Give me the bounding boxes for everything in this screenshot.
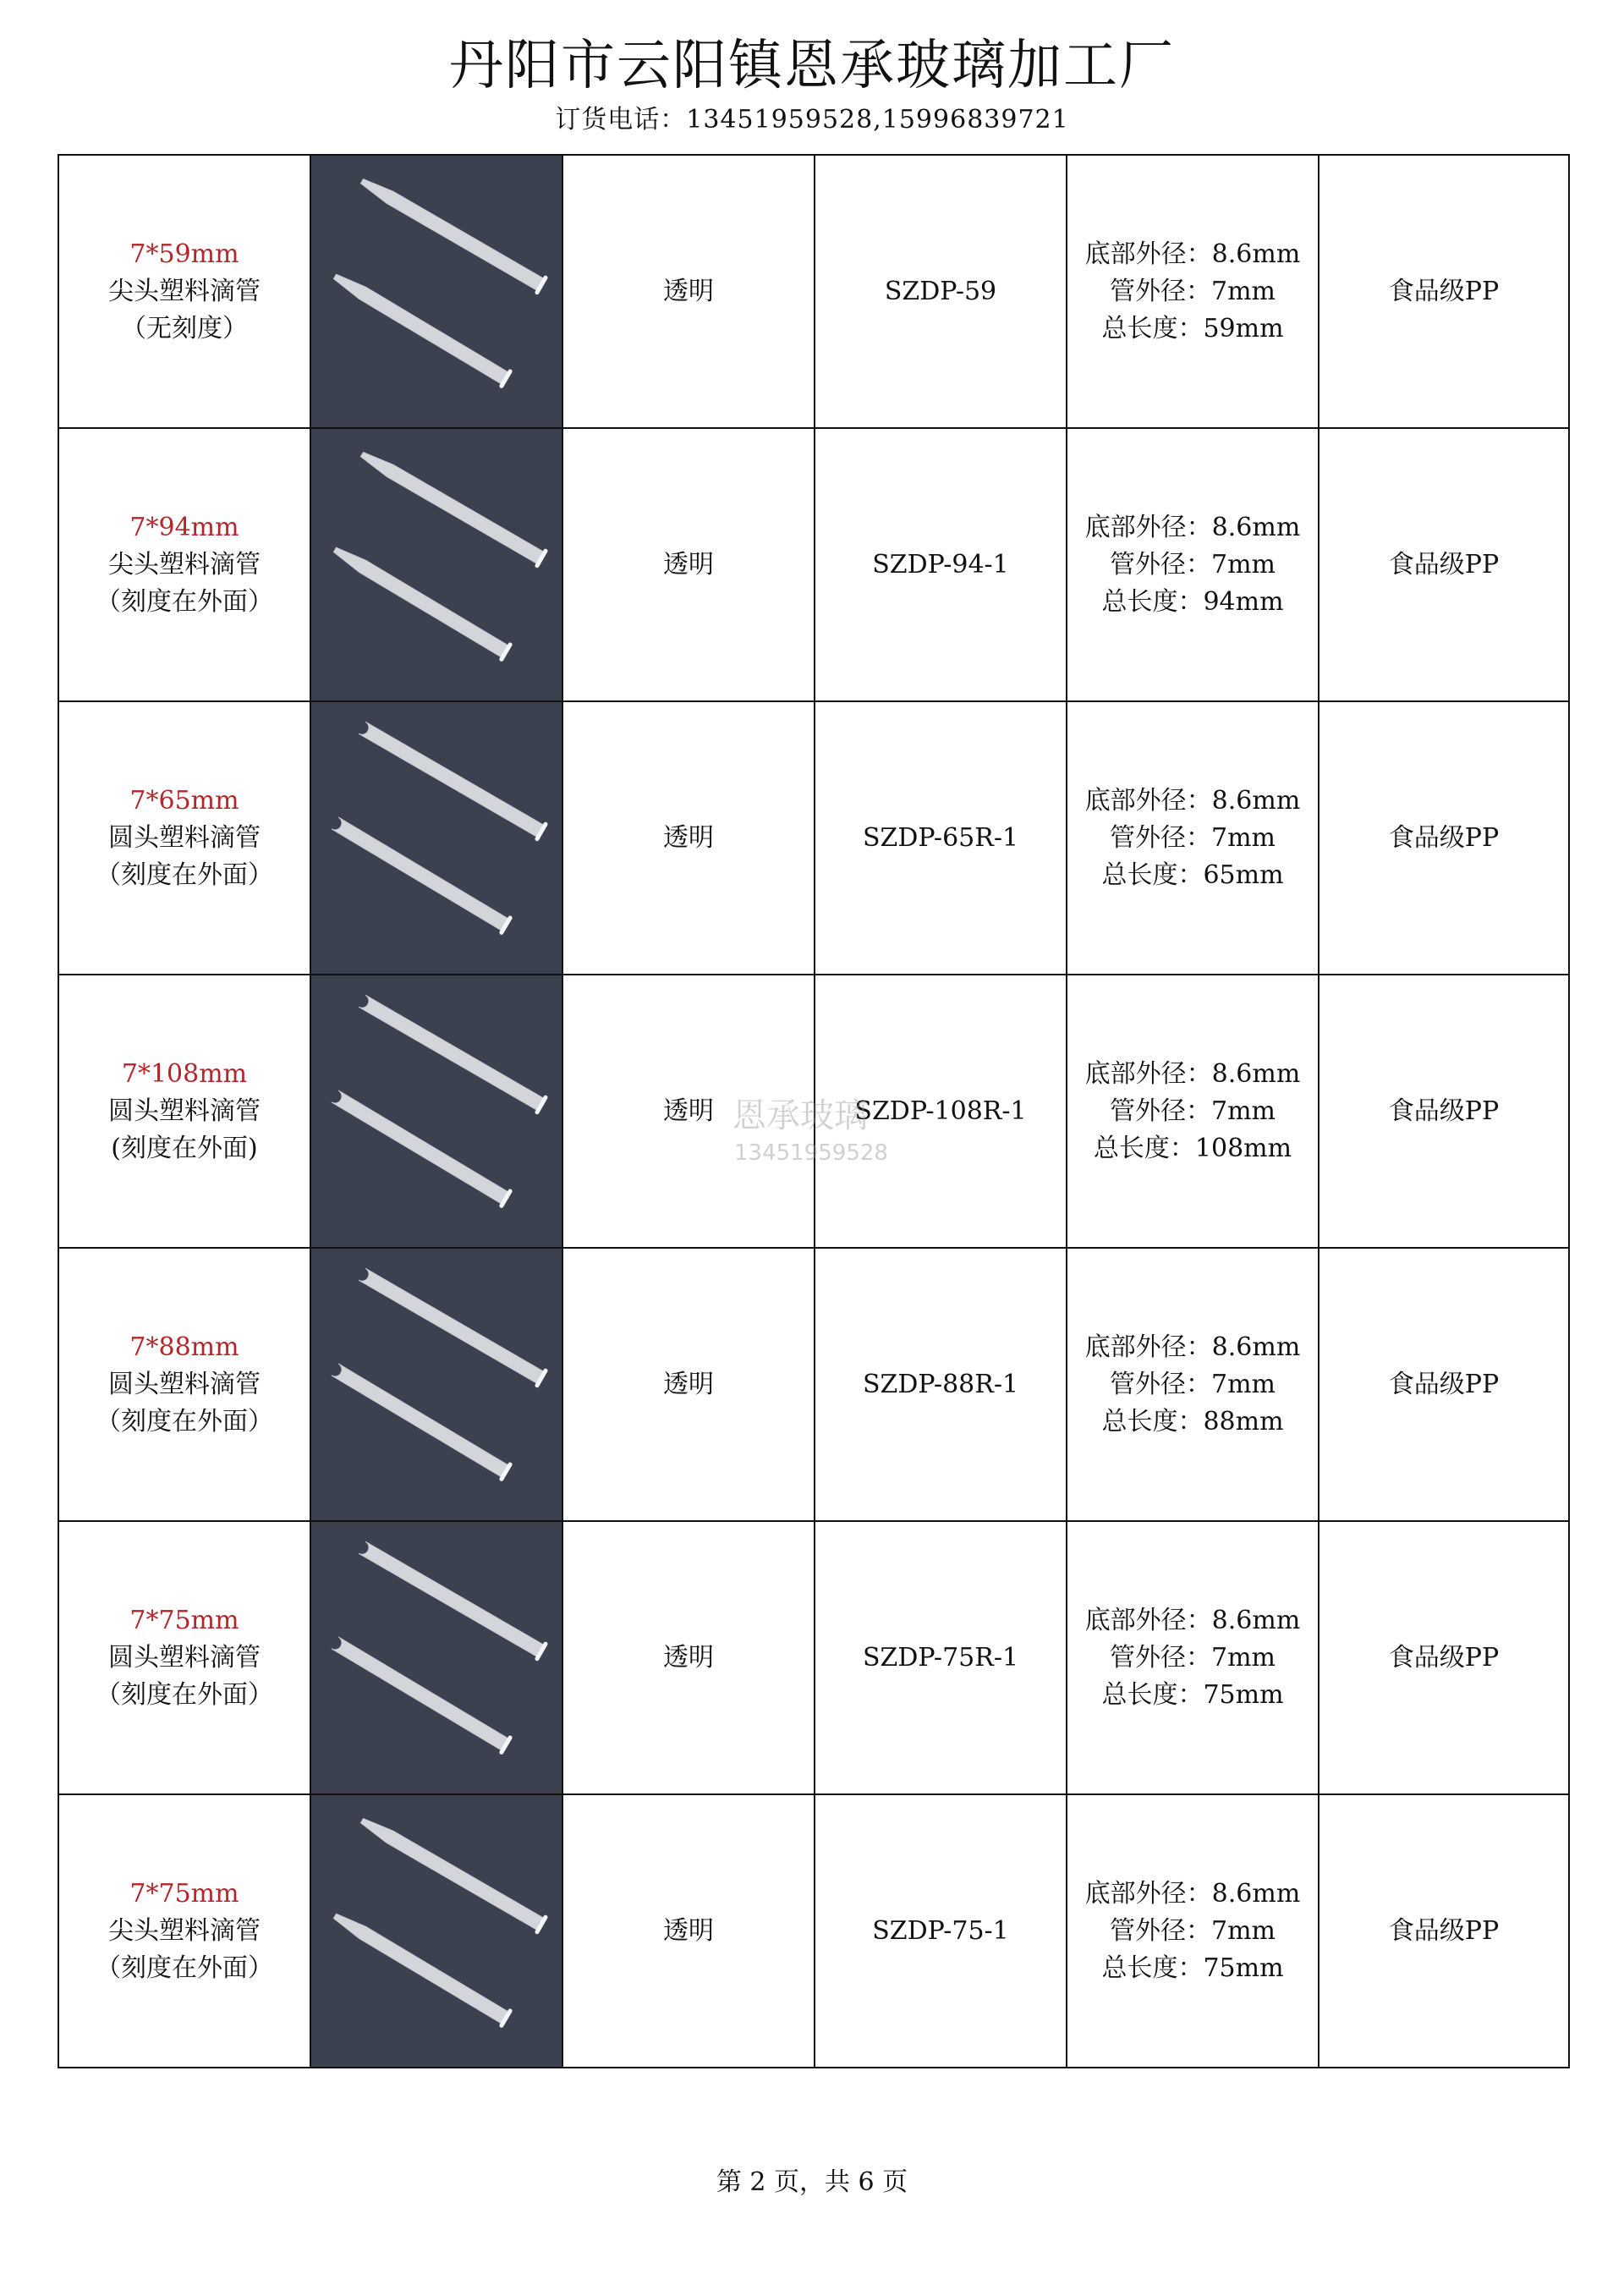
- product-spec-cell: [1067, 428, 1319, 701]
- product-size: 7*75mm: [129, 1605, 239, 1635]
- product-type: 圆头塑料滴管: [108, 1369, 261, 1399]
- product-color: 透明: [562, 1521, 815, 1794]
- product-photo-cell: [310, 1794, 562, 2068]
- product-photo: [311, 1795, 562, 2067]
- product-row: [58, 1248, 1569, 1521]
- product-model: SZDP-75R-1: [815, 1521, 1067, 1794]
- spec-tube-diameter: 管外径：7mm: [1110, 822, 1276, 853]
- spec-tube-diameter: 管外径：7mm: [1110, 549, 1276, 579]
- product-photo: [311, 702, 562, 974]
- product-spec-cell: [1067, 701, 1319, 975]
- product-photo-cell: [310, 975, 562, 1248]
- spec-total-length: 总长度：65mm: [1101, 860, 1284, 890]
- product-size: 7*65mm: [129, 785, 239, 816]
- product-type: 圆头塑料滴管: [108, 1642, 261, 1673]
- product-photo-cell: [310, 1521, 562, 1794]
- product-material: 食品级PP: [1319, 1521, 1569, 1794]
- product-name-cell: [58, 1248, 310, 1521]
- product-note: （刻度在外面）: [96, 1406, 273, 1436]
- product-model: SZDP-94-1: [815, 428, 1067, 701]
- product-name-cell: [58, 428, 310, 701]
- product-spec-cell: [1067, 1248, 1319, 1521]
- product-note: （无刻度）: [121, 313, 248, 343]
- product-color: 透明: [562, 701, 815, 975]
- product-photo: [311, 1522, 562, 1793]
- product-size: 7*88mm: [129, 1332, 239, 1362]
- spec-base-diameter: 底部外径：8.6mm: [1084, 1605, 1301, 1635]
- spec-base-diameter: 底部外径：8.6mm: [1084, 239, 1301, 269]
- product-row: [58, 428, 1569, 701]
- product-photo: [311, 1249, 562, 1520]
- product-color: 透明: [562, 975, 815, 1248]
- product-spec-cell: [1067, 1794, 1319, 2068]
- product-name-cell: [58, 1794, 310, 2068]
- product-model: SZDP-59: [815, 155, 1067, 428]
- product-name-cell: [58, 155, 310, 428]
- product-material: 食品级PP: [1319, 1794, 1569, 2068]
- product-size: 7*108mm: [121, 1058, 248, 1089]
- product-material: 食品级PP: [1319, 975, 1569, 1248]
- product-name-cell: [58, 701, 310, 975]
- spec-total-length: 总长度：75mm: [1101, 1679, 1284, 1710]
- product-note: （刻度在外面）: [96, 1679, 273, 1710]
- product-name-cell: [58, 1521, 310, 1794]
- product-model: SZDP-88R-1: [815, 1248, 1067, 1521]
- product-note: （刻度在外面）: [96, 586, 273, 617]
- spec-tube-diameter: 管外径：7mm: [1110, 1369, 1276, 1399]
- product-table: [58, 154, 1570, 2068]
- product-note: （刻度在外面）: [96, 860, 273, 890]
- product-photo-cell: [310, 701, 562, 975]
- product-color: 透明: [562, 155, 815, 428]
- spec-total-length: 总长度：94mm: [1101, 586, 1284, 617]
- product-spec-cell: [1067, 1521, 1319, 1794]
- product-material: 食品级PP: [1319, 1248, 1569, 1521]
- order-phone: 订货电话：13451959528,15996839721: [555, 105, 1069, 135]
- product-spec-cell: [1067, 975, 1319, 1248]
- product-row: [58, 1521, 1569, 1794]
- product-color: 透明: [562, 1794, 815, 2068]
- spec-tube-diameter: 管外径：7mm: [1110, 1096, 1276, 1126]
- product-size: 7*59mm: [129, 239, 239, 269]
- spec-total-length: 总长度：108mm: [1093, 1133, 1292, 1163]
- product-note: （刻度在外面）: [96, 1953, 273, 1983]
- spec-base-diameter: 底部外径：8.6mm: [1084, 1332, 1301, 1362]
- product-note: (刻度在外面): [111, 1133, 258, 1163]
- product-photo: [311, 975, 562, 1247]
- product-type: 圆头塑料滴管: [108, 1096, 261, 1126]
- product-type: 尖头塑料滴管: [108, 276, 261, 306]
- product-model: SZDP-108R-1: [815, 975, 1067, 1248]
- spec-base-diameter: 底部外径：8.6mm: [1084, 1058, 1301, 1089]
- spec-tube-diameter: 管外径：7mm: [1110, 1642, 1276, 1673]
- page-title: 丹阳市云阳镇恩承玻璃加工厂: [449, 35, 1175, 97]
- spec-total-length: 总长度：59mm: [1101, 313, 1284, 343]
- product-row: [58, 155, 1569, 428]
- spec-base-diameter: 底部外径：8.6mm: [1084, 785, 1301, 816]
- product-name-cell: [58, 975, 310, 1248]
- product-spec-cell: [1067, 155, 1319, 428]
- product-size: 7*75mm: [129, 1878, 239, 1909]
- product-color: 透明: [562, 1248, 815, 1521]
- product-photo: [311, 429, 562, 700]
- spec-total-length: 总长度：88mm: [1101, 1406, 1284, 1436]
- product-photo: [311, 156, 562, 427]
- spec-total-length: 总长度：75mm: [1101, 1953, 1284, 1983]
- product-type: 尖头塑料滴管: [108, 549, 261, 579]
- page-indicator: 第 2 页，共 6 页: [716, 2167, 908, 2197]
- watermark-phone: 13451959528: [734, 1140, 888, 1166]
- product-type: 尖头塑料滴管: [108, 1915, 261, 1946]
- product-photo-cell: [310, 155, 562, 428]
- product-size: 7*94mm: [129, 512, 239, 542]
- product-photo-cell: [310, 1248, 562, 1521]
- product-model: SZDP-75-1: [815, 1794, 1067, 2068]
- spec-base-diameter: 底部外径：8.6mm: [1084, 1878, 1301, 1909]
- spec-base-diameter: 底部外径：8.6mm: [1084, 512, 1301, 542]
- product-row: [58, 701, 1569, 975]
- spec-tube-diameter: 管外径：7mm: [1110, 276, 1276, 306]
- product-row: [58, 1794, 1569, 2068]
- product-material: 食品级PP: [1319, 428, 1569, 701]
- product-material: 食品级PP: [1319, 701, 1569, 975]
- product-material: 食品级PP: [1319, 155, 1569, 428]
- product-model: SZDP-65R-1: [815, 701, 1067, 975]
- product-color: 透明: [562, 428, 815, 701]
- product-type: 圆头塑料滴管: [108, 822, 261, 853]
- product-photo-cell: [310, 428, 562, 701]
- watermark-text: 恩承玻璃: [732, 1096, 868, 1135]
- spec-tube-diameter: 管外径：7mm: [1110, 1915, 1276, 1946]
- product-row: [58, 975, 1569, 1248]
